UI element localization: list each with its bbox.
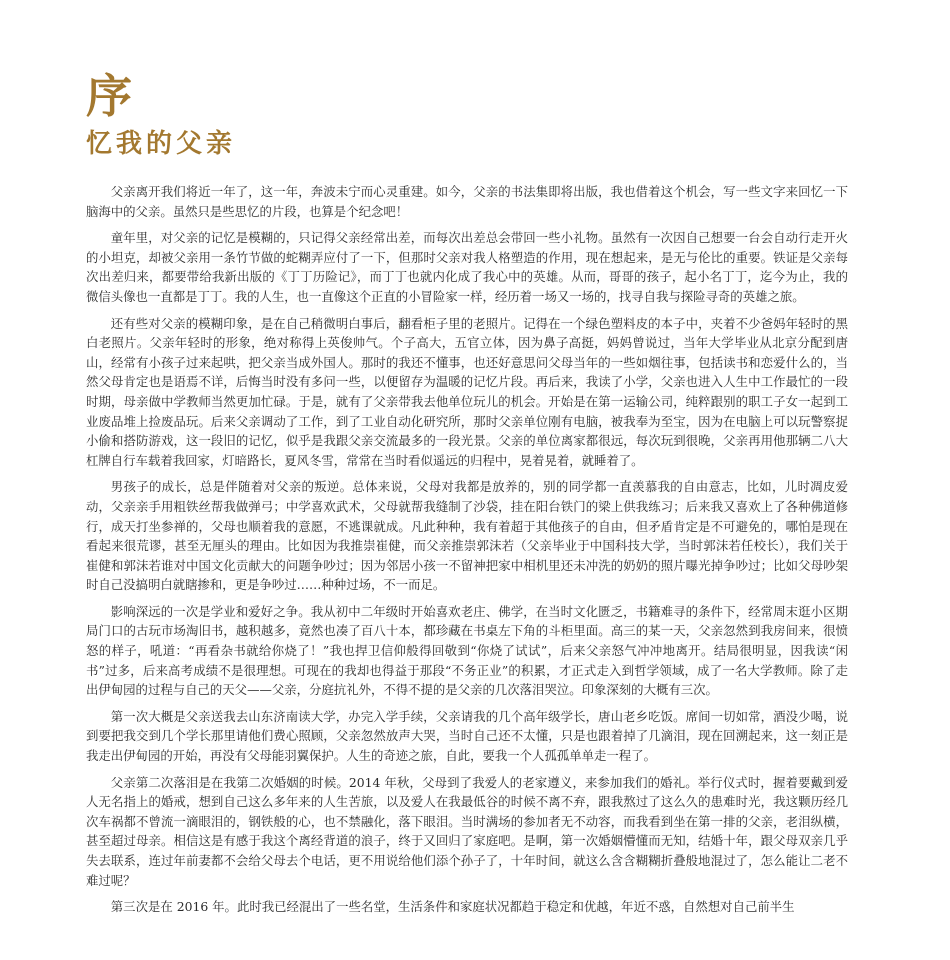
paragraph: 童年里，对父亲的记忆是模糊的，只记得父亲经常出差，而每次出差总会带回一些小礼物。虽然有一次因自己想要一台会自动行走开火的小坦克，却被父亲用一条竹节做的蛇糊弄应付了一下，但那时父亲对我人格塑造的作用，现在想起来，是无与伦比的重要。铁证是父亲每次出差归来，都要带给我新出版的《丁丁历险记》，而丁丁也就内化成了我心中的英雄。从而，哥哥的孩子，起小名丁丁，迄今为止，我的微信头像也一直都是丁丁。我的人生，也一直像这个正直的小冒险家一样，经历着一场又一场的，找寻自我与探险寻奇的英雄之旅。 (86, 230, 848, 304)
body-text (86, 182, 848, 924)
paragraph: 还有些对父亲的模糊印象，是在自己稍微明白事后，翻看柜子里的老照片。记得在一个绿色塑料皮的本子中，夹着不少爸妈年轻时的黑白老照片。父亲年轻时的形象，绝对称得上英俊帅气。个子高大，五官立体，因为鼻子高挺，妈妈曾说过，当年大学毕业从北京分配到唐山，经常有小孩子过来起哄，把父亲当成外国人。那时的我还不懂事，也还好意思问父母当年的一些如烟往事，包括读书和恋爱什么的，当然父母肯定也是语焉不详，后悔当时没有多问一些，以便留存为温暖的记忆片段。再后来，我读了小学，父亲也进入人生中工作最忙的一段时期，母亲做中学教师当然更加忙碌。于是，就有了父亲带我去他单位玩儿的机会。开始是在第一运输公司，纯粹跟别的职工子女一起到工业废品堆上捡废品玩。后来父亲调动了工作，到了工业自动化研究所，那时父亲单位刚有电脑，被我奉为至宝，因为在电脑上可以玩警察捉小偷和搭防游戏，这一段旧的记忆，似乎是我跟父亲交流最多的一段光景。父亲的单位离家都很远，每次玩到很晚，父亲再用他那辆二八大杠牌自行车载着我回家，灯暗路长，夏风冬雪，常常在当时看似遥远的归程中，晃着晃着，就睡着了。 (86, 315, 848, 468)
paragraph: 男孩子的成长，总是伴随着对父亲的叛逆。总体来说，父母对我都是放养的，别的同学都一直羡慕我的自由意志，比如，儿时凋皮爱动，父亲亲手用粗铁丝帮我做弹弓；中学喜欢武术，父母就帮我缝制了沙袋，挂在阳台铁门的梁上供我练习；后来我又喜欢上了各种佛道修行，成天打坐参禅的，父母也顺着我的意愿，不逃课就成。凡此种种，我有着超于其他孩子的自由，但矛盾肯定是不可避免的，哪怕是现在看起来很荒谬，甚至无厘头的理由。比如因为我推崇崔健，而父亲推崇郭沫若（父亲毕业于中国科技大学，当时郭沫若任校长），我们关于崔健和郭沫若谁对中国文化贡献大的问题争吵过；因为邻居小孩一不留神把家中相机里还未冲洗的奶奶的照片曝光掉争吵过；比如父母吵架时自己没搞明白就瞎掺和，更是争吵过……种种过场，不一而足。 (86, 479, 848, 593)
paragraph: 第三次是在 2016 年。此时我已经混出了一些名堂，生活条件和家庭状况都趋于稳定和优越，年近不惑，自然想对自己前半生 (110, 899, 795, 915)
paragraph: 影响深远的一次是学业和爱好之争。我从初中二年级时开始喜欢老庄、佛学，在当时文化匮乏，书籍难寻的条件下，经常周末逛小区期局门口的古玩市场淘旧书，越积越多，竟然也凑了百八十本，都珍藏在书桌左下角的斗柜里面。高三的某一天，父亲忽然到我房间来，很愤怒的样子，吼道：“再看杂书就给你烧了！”我也捍卫信仰般得回敬到“你烧了试试”，后来父亲怒气冲冲地离开。结局很明显，因我读“闲书”过多，后来高考成绩不是很理想。可现在的我却也得益于那段“不务正业”的积累，才正式走入到哲学领域，成了一名大学教师。除了走出伊甸园的过程与自己的天父——父亲，分庭抗礼外，不得不提的是父亲的几次落泪哭泣。印象深刻的大概有三次。 (86, 603, 848, 698)
paragraph: 第一次大概是父亲送我去山东济南读大学，办完入学手续，父亲请我的几个高年级学长，唐山老乡吃饭。席间一切如常，酒没少喝，说到要把我交到几个学长那里请他们费心照顾，父亲忽然放声大哭，当时自己还不太懂，只是也跟着掉了几滴泪，现在回溯起来，这一刻正是我走出伊甸园的开始，再没有父母能羽翼保护。人生的奇迹之旅，自此，要我一个人孤孤单单走一程了。 (86, 708, 848, 764)
chapter-heading: 序 (86, 69, 134, 123)
paragraph: 父亲离开我们将近一年了，这一年，奔波未宁而心灵重建。如今，父亲的书法集即将出版，我也借着这个机会，写一些文字来回忆一下脑海中的父亲。虽然只是些思忆的片段，也算是个纪念吧！ (86, 184, 848, 219)
chapter-title: 忆我的父亲 (86, 129, 237, 159)
paragraph: 父亲第二次落泪是在我第二次婚姻的时候。2014 年秋，父母到了我爱人的老家遵义，来参加我们的婚礼。举行仪式时，握着要戴到爱人无名指上的婚戒，想到自己这么多年来的人生苦旅，以及爱人在我最低谷的时候不离不弃，跟我熬过了这么久的患难时光，我这颗历经几次车祸都不曾流一滴眼泪的，钢铁般的心，也不禁融化，落下眼泪。当时满场的参加者无不动容，而我看到坐在第一排的父亲，老泪纵横，甚至超过母亲。相信这是有感于我这个离经背道的浪子，终于又回归了家庭吧。是啊，第一次婚姻懵懂而无知，结婚十年，跟父母双亲几乎失去联系，连过年前妻都不会给父母去个电话，更不用说给他们添个孙子了，十年时间，就这么含含糊糊折叠般地混过了，怎么能让二老不难过呢？ (86, 774, 848, 888)
